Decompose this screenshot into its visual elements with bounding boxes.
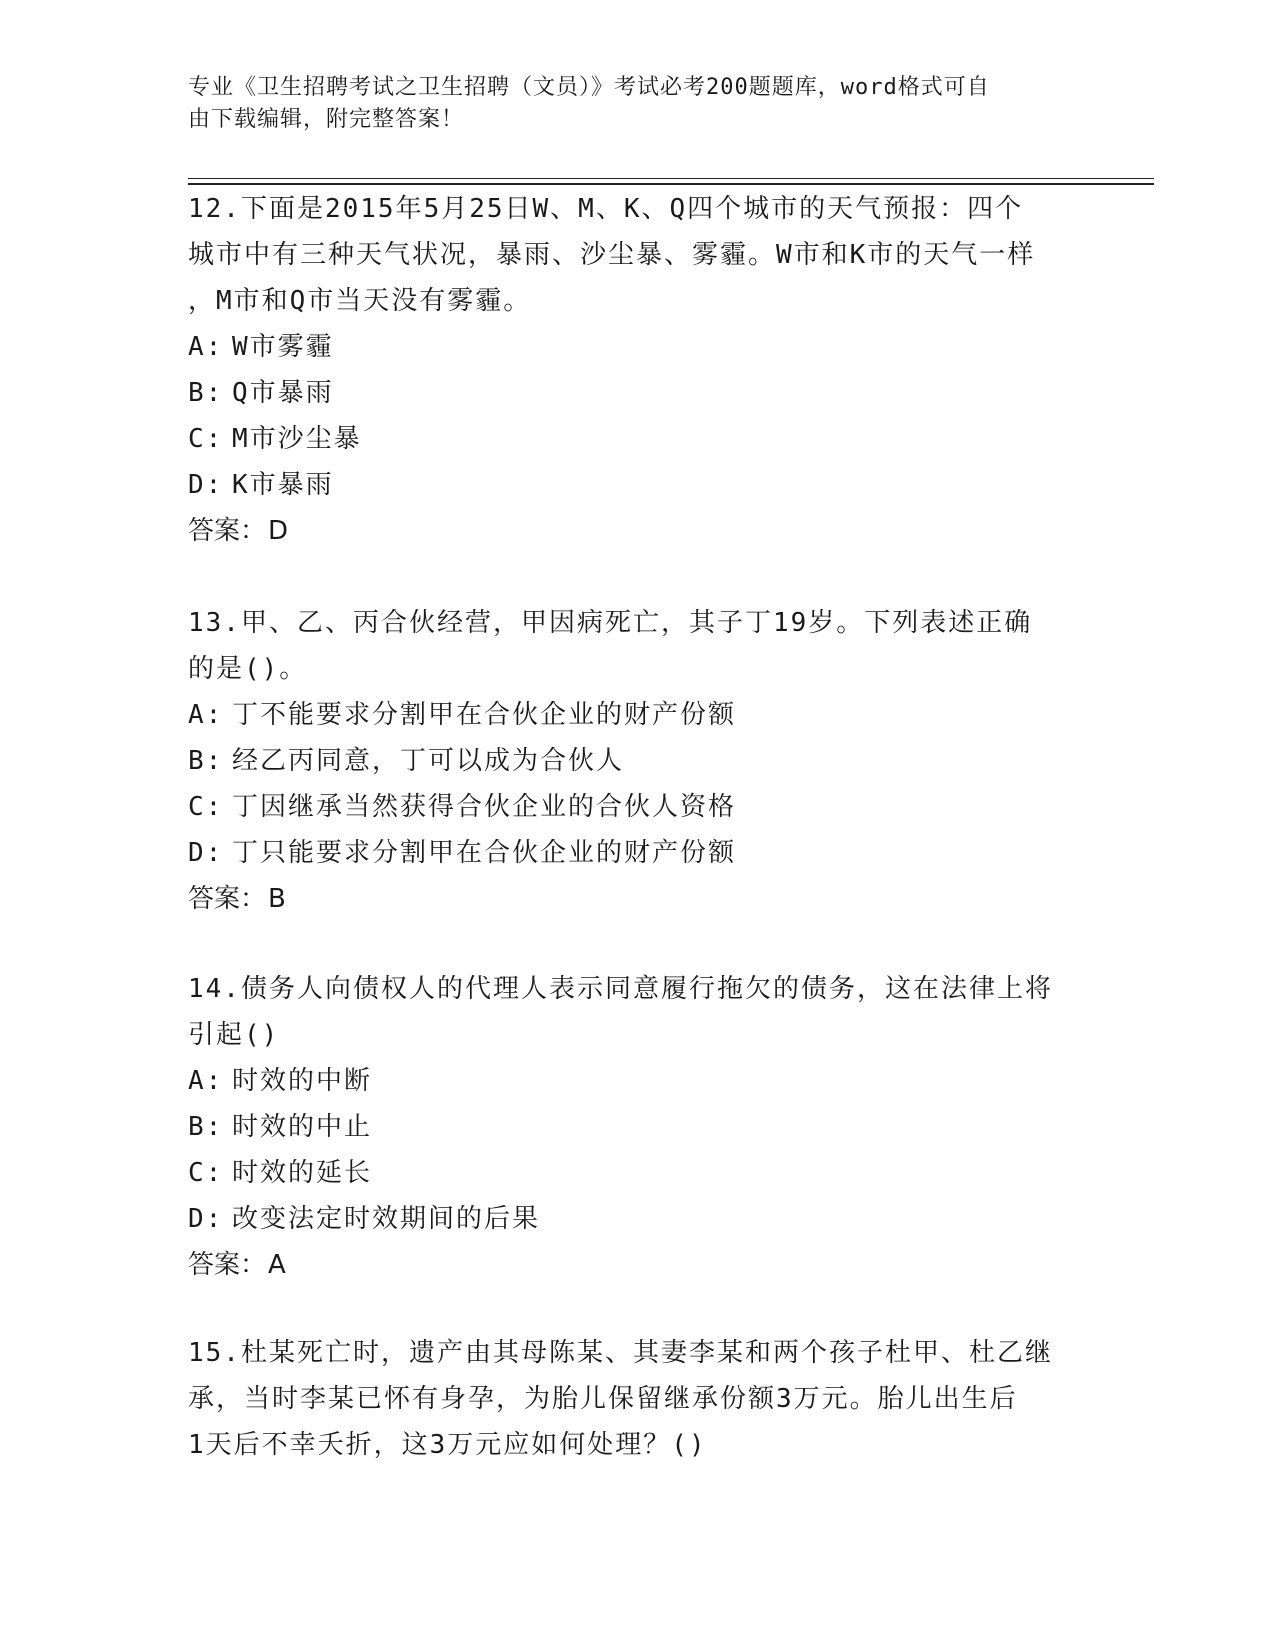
question-stem — [188, 186, 1088, 324]
question-stem — [188, 1330, 1088, 1468]
question-block — [188, 966, 1088, 1288]
option-b: B: Q市暴雨 — [188, 378, 334, 408]
answer-value: D — [268, 516, 289, 546]
option-b: B: 时效的中止 — [188, 1112, 373, 1142]
stem-line: 城市中有三种天气状况，暴雨、沙尘暴、雾霾。W市和K市的天气一样 — [188, 240, 1036, 270]
option-c: C: 丁因继承当然获得合伙企业的合伙人资格 — [188, 792, 737, 822]
header-line: 专业《卫生招聘考试之卫生招聘（文员）》考试必考200题题库，word格式可自 — [188, 75, 990, 100]
answer-label: 答案： — [188, 884, 267, 914]
header-line: 由下载编辑，附完整答案！ — [188, 107, 465, 132]
option-a: A: 丁不能要求分割甲在合伙企业的财产份额 — [188, 700, 737, 730]
question-stem — [188, 600, 1088, 692]
header-divider — [188, 183, 1154, 185]
document-header — [188, 72, 1068, 136]
option-a: A: W市雾霾 — [188, 332, 334, 362]
question-block — [188, 1330, 1088, 1468]
question-block — [188, 600, 1088, 922]
stem-line: 1天后不幸夭折，这3万元应如何处理？() — [188, 1430, 707, 1460]
answer-label: 答案： — [188, 1250, 267, 1280]
answer-line — [188, 1242, 1088, 1288]
answer-value: B — [268, 884, 286, 914]
stem-line: ，M市和Q市当天没有雾霾。 — [188, 286, 532, 316]
header-divider — [188, 178, 1154, 179]
option-a: A: 时效的中断 — [188, 1066, 373, 1096]
stem-line: 的是()。 — [188, 654, 308, 684]
stem-line: 承，当时李某已怀有身孕，为胎儿保留继承份额3万元。胎儿出生后 — [188, 1384, 1018, 1414]
option-d: D: 丁只能要求分割甲在合伙企业的财产份额 — [188, 838, 737, 868]
answer-line — [188, 876, 1088, 922]
stem-line: 15.杜某死亡时，遗产由其母陈某、其妻李某和两个孩子杜甲、杜乙继 — [188, 1338, 1053, 1368]
option-d: D: 改变法定时效期间的后果 — [188, 1204, 541, 1234]
question-block — [188, 186, 1088, 554]
option-b: B: 经乙丙同意，丁可以成为合伙人 — [188, 746, 625, 776]
option-c: C: 时效的延长 — [188, 1158, 373, 1188]
answer-label: 答案： — [188, 516, 267, 546]
stem-line: 13.甲、乙、丙合伙经营，甲因病死亡，其子丁19岁。下列表述正确 — [188, 608, 1033, 638]
option-d: D: K市暴雨 — [188, 470, 334, 500]
question-stem — [188, 966, 1088, 1058]
stem-line: 12.下面是2015年5月25日W、M、K、Q四个城市的天气预报：四个 — [188, 194, 1024, 224]
stem-line: 14.债务人向债权人的代理人表示同意履行拖欠的债务，这在法律上将 — [188, 974, 1053, 1004]
answer-line — [188, 508, 1088, 554]
stem-line: 引起() — [188, 1020, 280, 1050]
option-c: C: M市沙尘暴 — [188, 424, 362, 454]
answer-value: A — [268, 1250, 286, 1280]
